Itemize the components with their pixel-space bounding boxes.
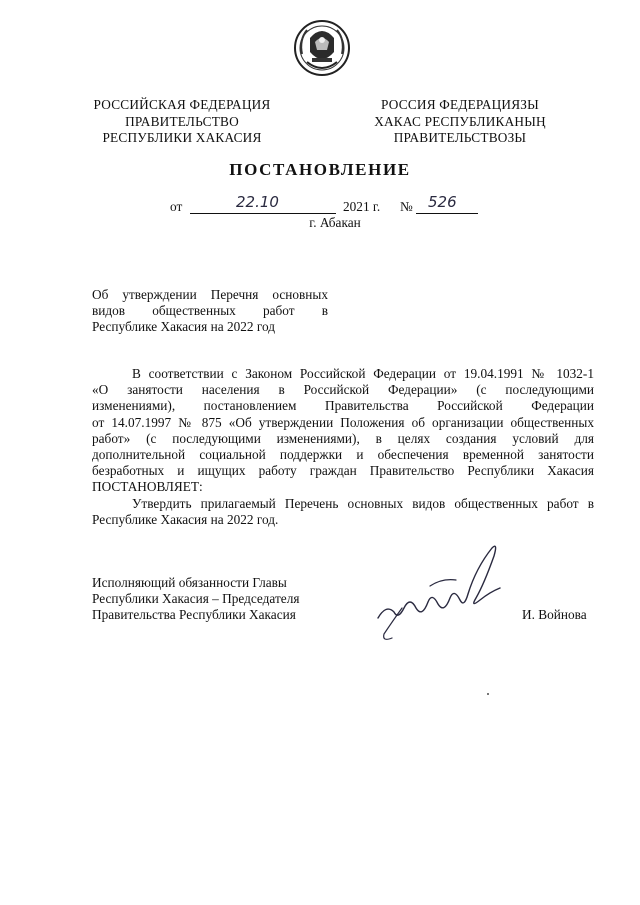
header-left-line: ПРАВИТЕЛЬСТВО	[125, 113, 239, 129]
header-right-block	[360, 97, 560, 147]
subject-line: Об утверждении Перечня основных	[92, 287, 328, 302]
body-line: Утвердить прилагаемый Перечень основных видов общественных работ в	[132, 495, 594, 511]
header-right-line: ХАКАС РЕСПУБЛИКАНЫҢ	[374, 113, 546, 129]
header-right-line: РОССИЯ ФЕДЕРАЦИЯЗЫ	[381, 97, 539, 112]
decree-body	[92, 366, 594, 528]
body-line: ПОСТАНОВЛЯЕТ:	[92, 479, 203, 495]
date-handwritten: 22.10	[236, 193, 279, 211]
signatory-title-line: Правительства Республики Хакасия	[92, 607, 296, 623]
decree-subject	[92, 287, 328, 336]
body-line: «О занятости населения в Российской Федерации» (с последующими	[92, 382, 594, 398]
body-line: от 14.07.1997 № 875 «Об утверждении Положения об организации общественных	[92, 414, 594, 430]
body-line: дополнительной социальной поддержки и обеспечения временной занятости	[92, 447, 594, 463]
signatory-title-line: Республики Хакасия – Председателя	[92, 591, 300, 607]
body-line: Республике Хакасия на 2022 год.	[92, 511, 279, 527]
header-left-line: РОССИЙСКАЯ ФЕДЕРАЦИЯ	[93, 97, 271, 112]
number-label: №	[400, 199, 413, 214]
subject-line: Республике Хакасия на 2022 год	[92, 319, 276, 335]
signatory-name: И. Войнова	[522, 607, 587, 622]
handwritten-signature	[372, 538, 512, 648]
body-line: В соответствии с Законом Российской Федерации от 19.04.1991 № 1032-1	[132, 366, 594, 381]
city-name: г. Абакан	[309, 215, 361, 230]
signatory-title-line: Исполняющий обязанности Главы	[92, 575, 287, 590]
body-line: работ» (с последующими изменениями), в целях создания условий для	[92, 430, 594, 446]
signatory-title	[92, 575, 299, 624]
header-right-line: ПРАВИТЕЛЬСТВОЗЫ	[393, 130, 527, 145]
header-left-block	[82, 97, 282, 147]
body-line: изменениями), постановлением Правительства Российской Федерации	[92, 398, 594, 414]
coat-of-arms-emblem	[293, 18, 351, 78]
from-label: от	[170, 199, 183, 214]
body-line: безработных и ищущих работу граждан Правительство Республики Хакасия	[92, 463, 594, 479]
document-title: ПОСТАНОВЛЕНИЕ	[229, 160, 411, 179]
year-label: 2021 г.	[343, 199, 381, 214]
number-handwritten: 526	[428, 193, 457, 211]
scan-speck	[487, 693, 489, 695]
subject-line: видов общественных работ в	[92, 303, 328, 319]
header-left-line: РЕСПУБЛИКИ ХАКАСИЯ	[102, 130, 262, 145]
